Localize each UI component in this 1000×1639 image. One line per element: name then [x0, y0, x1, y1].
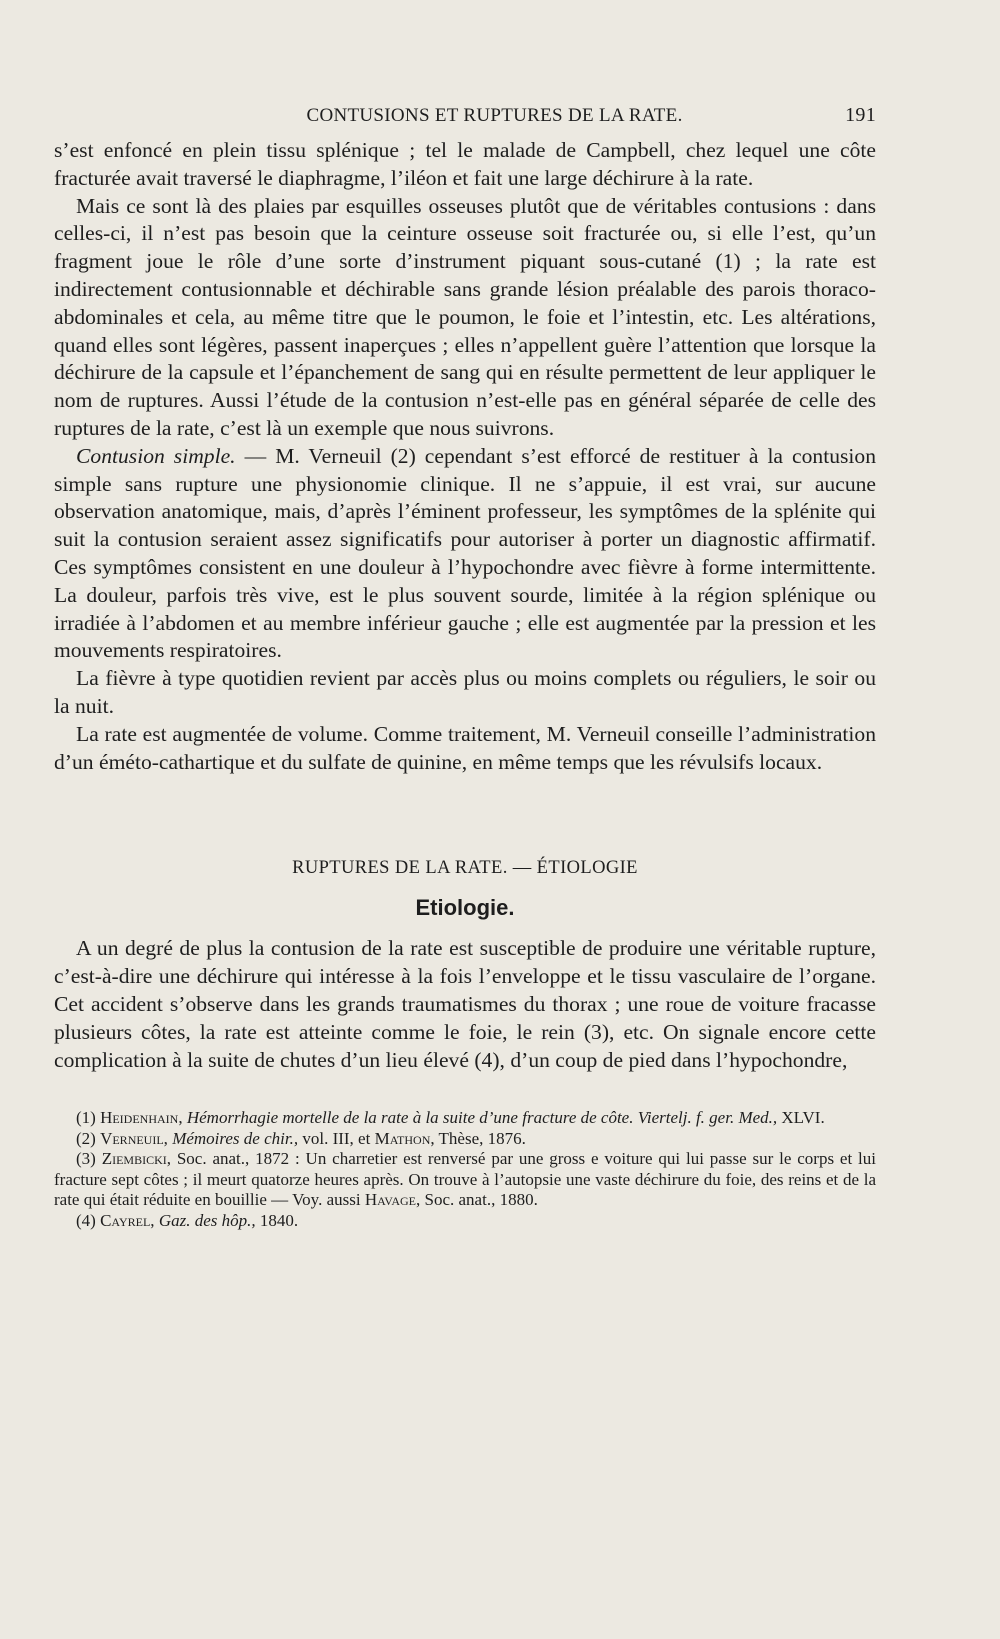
footnote-3-author-2: Havage, — [364, 1190, 421, 1210]
footnote-3-rest-2: Soc. anat., 1880. — [420, 1190, 538, 1210]
footnote-1-author: Heidenhain, — [100, 1108, 183, 1128]
footnote-4 — [54, 1211, 876, 1232]
footnote-2-mark: (2) — [76, 1128, 96, 1148]
paragraph-6-text-b: , etc. On signale encore cette complication à la suite de chutes d’un lieu élevé — [54, 1019, 876, 1072]
footnote-1 — [54, 1108, 876, 1129]
footnote-ref-2[interactable]: (2) — [390, 443, 416, 468]
footnote-2 — [54, 1129, 876, 1150]
contusion-simple-heading: Contusion simple. — [76, 443, 236, 468]
paragraph-2-text-a: Mais ce sont là des plaies par esquilles osseuses plutôt que de véritables contusions : dans celles-ci, il n’est pas besoin que la ceinture osseuse soit fracturée ou, si elle l’est, qu’un fragment joue le rôle d’une sorte d’instrument piquant sous-cutané — [54, 193, 876, 274]
footnote-3-rest-1: Soc. anat., 1872 : Un charretier est renversé par une gross e voiture qui lui passe sur le corps et lui fracture sept côtes ; il meurt quatorze heures après. On trouve à l’autopsie une vaste déchirure du foie, des reins et de la rate qui était réduite en bouillie — Voy. aussi — [54, 1149, 876, 1210]
footnotes — [54, 1108, 876, 1231]
footnote-2-author-2: Mathon, — [374, 1128, 435, 1148]
page-number: 191 — [845, 104, 876, 126]
paragraph-3-text-a: — M. Verneuil — [235, 443, 391, 468]
paragraph-3 — [54, 443, 876, 665]
footnote-2-author: Verneuil, — [100, 1128, 168, 1148]
footnote-3-author: Ziembicki, — [101, 1149, 171, 1169]
footnote-4-mark: (4) — [76, 1210, 96, 1230]
paragraph-3-text-b: cependant s’est efforcé de restituer à la contusion simple sans rupture une physionomie clinique. Il ne s’appuie, il est vrai, sur aucune observation anatomique, mais, d’après l’éminent professeur, les symptômes de la splénite qui suit la contusion seraient assez significatifs pour autoriser à porter un diagnostic affirmatif. Ces symptômes consistent en une douleur à l’hypochondre avec fièvre à forme intermittente. La douleur, parfois très vive, est le plus souvent sourde, limitée à la région splénique ou irradiée à l’abdomen et au membre inférieur gauche ; elle est augmentée par la pression et les mouvements respiratoires. — [54, 443, 877, 663]
footnote-4-author: Cayrel, — [100, 1210, 155, 1230]
footnote-4-rest: 1840. — [255, 1210, 299, 1230]
paragraph-2 — [54, 193, 876, 443]
footnote-1-mark: (1) — [76, 1108, 96, 1128]
footnote-3-mark: (3) — [76, 1149, 96, 1169]
paragraph-5: La rate est augmentée de volume. Comme traitement, M. Verneuil conseille l’administration d’un éméto-cathartique et du sulfate de quinine, en même temps que les révulsifs locaux. — [54, 721, 876, 774]
running-title: CONTUSIONS ET RUPTURES DE LA RATE. — [306, 105, 683, 126]
paragraph-2-text-b: ; la rate est indirectement contusionnable et déchirable sans grande lésion préalable des parois thoraco-abdominales et cela, au même titre que le poumon, le foie et l’intestin, etc. Les altérations, quand elles sont légères, passent inaperçues ; elles n’appellent guère l’attention que lorsque la déchirure de la capsule et l’épanchement de sang qui en résulte permettent de leur appliquer le nom de ruptures. Aussi l’étude de la contusion n’est-elle pas en général séparée de celle des ruptures de la rate, c’est là un exemple que nous suivrons. — [54, 249, 877, 440]
paragraph-6 — [54, 935, 876, 1074]
footnote-2-title: Mémoires de chir., — [172, 1128, 299, 1148]
footnote-3 — [54, 1149, 876, 1211]
footnote-2-rest: Thèse, 1876. — [434, 1128, 526, 1148]
paragraph-6-text-c: , d’un coup de pied dans l’hypochondre, — [499, 1047, 848, 1072]
footnote-ref-4[interactable]: (4) — [474, 1047, 500, 1072]
footnote-ref-1[interactable]: (1) — [715, 249, 741, 274]
footnote-1-title: Hémorrhagie mortelle de la rate à la suite d’une fracture de côte. Viertelj. f. ger. Med., — [186, 1108, 778, 1128]
paragraph-1: s’est enfoncé en plein tissu splénique ; tel le malade de Campbell, chez lequel une côte fracturée avait traversé le diaphragme, l’iléon et fait une large déchirure à la rate. — [54, 138, 876, 190]
section-subtitle: Etiologie. — [415, 895, 515, 921]
paragraph-4: La fièvre à type quotidien revient par accès plus ou moins complets ou réguliers, le soir ou la nuit. — [54, 666, 876, 718]
footnote-2-mid: vol. III, et — [298, 1128, 375, 1148]
footnote-4-title: Gaz. des hôp., — [158, 1210, 256, 1230]
footnote-1-rest: XLVI. — [777, 1108, 825, 1128]
running-head — [54, 104, 876, 127]
section-heading: RUPTURES DE LA RATE. — ÉTIOLOGIE — [292, 858, 638, 879]
paragraph-6-text-a: A un degré de plus la contusion de la rate est susceptible de produire une véritable rupture, c’est-à-dire une déchirure qui intéresse à la fois l’enveloppe et le tissu vasculaire de l’organe. Cet accident s’observe dans les grands traumatismes du thorax ; une roue de voiture fracasse plusieurs côtes, la rate est atteinte comme le foie, le rein — [54, 936, 876, 1044]
footnote-ref-3[interactable]: (3) — [583, 1019, 610, 1044]
